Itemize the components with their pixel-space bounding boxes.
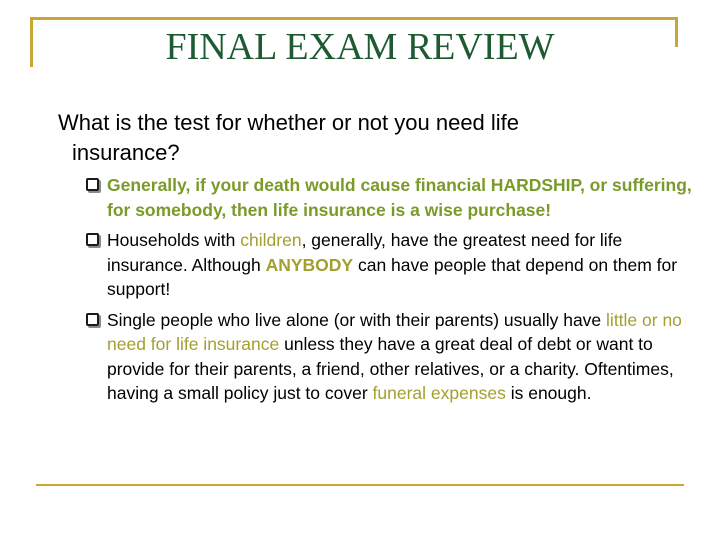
- bullet-item-3: [86, 308, 696, 406]
- bullet-2-seg-5: can have people that depend on them for support!: [107, 254, 678, 299]
- frame-bottom-rule: [36, 484, 684, 486]
- bullet-2-highlight-anybody: ANYBODY: [265, 254, 354, 275]
- frame-top-rule: [30, 17, 678, 20]
- bullet-3-highlight-funeral: funeral expenses: [372, 383, 506, 403]
- bullet-3-seg-3: unless they have a great deal of debt or want to provide for their parents, a friend, other relatives, or a charity. Oftentimes, having a small policy just to cover: [107, 334, 674, 403]
- bullet-3-highlight-need: little or no need for life insurance: [107, 309, 682, 354]
- question-line-1: What is the test for whether or not you need life: [58, 110, 520, 135]
- square-checkbox-icon: [86, 313, 99, 326]
- question-line-2: insurance?: [72, 140, 180, 165]
- bullet-item-1: [86, 173, 696, 222]
- slide-title: FINAL EXAM REVIEW: [165, 26, 555, 68]
- question-text: [58, 108, 658, 168]
- bullet-2-seg-1: Households with: [107, 230, 241, 250]
- bullet-3-seg-1: Single people who live alone (or with their parents) usually have: [107, 309, 607, 330]
- bullet-item-2: [86, 228, 696, 302]
- square-checkbox-icon: [86, 233, 99, 246]
- square-checkbox-icon: [86, 178, 99, 191]
- bullet-3-seg-5: is enough.: [505, 383, 592, 403]
- bullet-list: [86, 173, 696, 412]
- bullet-2-seg-3: , generally, have the greatest need for life insurance. Although: [107, 230, 623, 275]
- bullet-2-highlight-children: children: [240, 230, 302, 250]
- bullet-1-text: Generally, if your death would cause financial HARDSHIP, or suffering, for somebody, then life insurance is a wise purchase!: [107, 175, 692, 220]
